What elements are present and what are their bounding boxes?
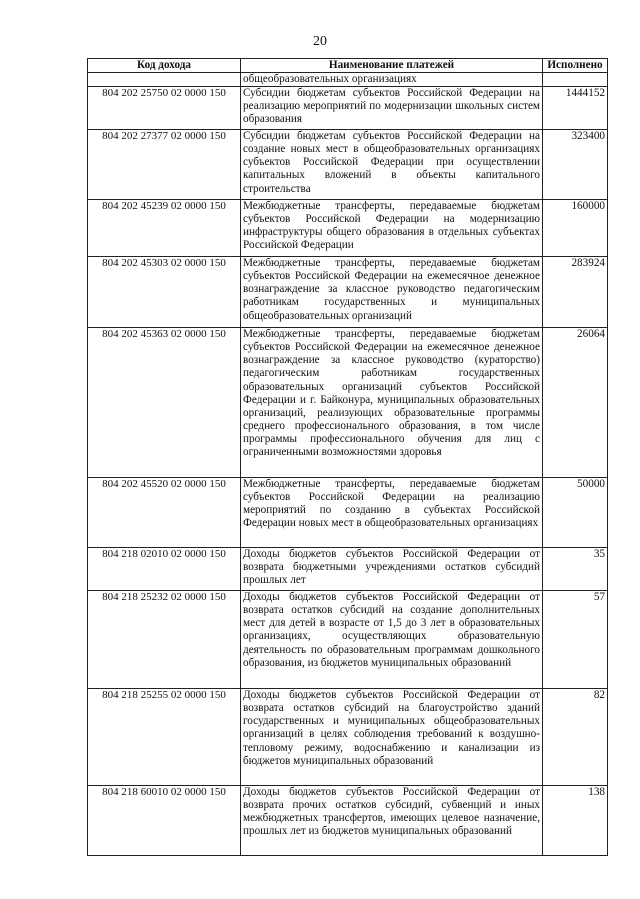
income-code: 804 202 25750 02 0000 150 <box>88 87 241 130</box>
income-code: 804 218 25232 02 0000 150 <box>88 591 241 689</box>
table-row <box>88 478 608 548</box>
table-row <box>88 786 608 856</box>
income-code: 804 202 45303 02 0000 150 <box>88 257 241 328</box>
executed-amount: 1444152 <box>543 87 608 130</box>
payment-name: Доходы бюджетов субъектов Российской Федерации от возврата остатков субсидий на благоустройство зданий государственных и муниципальных общеобразовательных организаций в целях соблюдения требований к воздушно-тепловому режиму, водоснабжению и канализации из бюджетов муниципальных образований <box>241 689 543 786</box>
payment-name: Доходы бюджетов субъектов Российской Федерации от возврата остатков субсидий на создание дополнительных мест для детей в возрасте от 1,5 до 3 лет в образовательных организациях, осуществляющих образовательную деятельность по образовательным программам дошкольного образования, из бюджетов муниципальных образований <box>241 591 543 689</box>
executed-amount: 50000 <box>543 478 608 548</box>
executed-amount <box>543 73 608 87</box>
revenue-table <box>87 58 608 856</box>
payment-name: Субсидии бюджетам субъектов Российской Федерации на реализацию мероприятий по модернизации школьных систем образования <box>241 87 543 130</box>
payment-name: Доходы бюджетов субъектов Российской Федерации от возврата бюджетными учреждениями остатков субсидий прошлых лет <box>241 548 543 591</box>
income-code: 804 218 02010 02 0000 150 <box>88 548 241 591</box>
payment-name: Межбюджетные трансферты, передаваемые бюджетам субъектов Российской Федерации на ежемесячное денежное вознаграждение за классное руководство (кураторство) педагогическим работникам государственных образовательных организаций субъектов Российской Федерации и г. Байконура, муниципальных образовательных организаций, реализующих образовательные программы среднего профессионального образования, в том числе программы профессионального обучения для лиц с ограниченными возможностями здоровья <box>241 328 543 478</box>
table-header-row <box>88 59 608 73</box>
income-code: 804 202 45363 02 0000 150 <box>88 328 241 478</box>
executed-amount: 57 <box>543 591 608 689</box>
executed-amount: 26064 <box>543 328 608 478</box>
header-code: Код дохода <box>88 59 241 73</box>
table-row <box>88 73 608 87</box>
executed-amount: 82 <box>543 689 608 786</box>
payment-name: Межбюджетные трансферты, передаваемые бюджетам субъектов Российской Федерации на ежемесячное денежное вознаграждение за классное руководство педагогическим работникам государственных и муниципальных общеобразовательных организаций <box>241 257 543 328</box>
payment-name: Доходы бюджетов субъектов Российской Федерации от возврата прочих остатков субсидий, субвенций и иных межбюджетных трансфертов, имеющих целевое назначение, прошлых лет из бюджетов муниципальных образований <box>241 786 543 856</box>
income-code <box>88 73 241 87</box>
payment-name: Межбюджетные трансферты, передаваемые бюджетам субъектов Российской Федерации на реализацию мероприятий по созданию в субъектах Российской Федерации новых мест в общеобразовательных организациях <box>241 478 543 548</box>
income-code: 804 218 25255 02 0000 150 <box>88 689 241 786</box>
income-code: 804 202 45239 02 0000 150 <box>88 200 241 257</box>
executed-amount: 323400 <box>543 130 608 200</box>
table-row <box>88 548 608 591</box>
table-row <box>88 689 608 786</box>
table-row <box>88 200 608 257</box>
page-number: 20 <box>313 34 327 49</box>
table-row <box>88 130 608 200</box>
table-row <box>88 591 608 689</box>
income-code: 804 202 27377 02 0000 150 <box>88 130 241 200</box>
income-code: 804 218 60010 02 0000 150 <box>88 786 241 856</box>
executed-amount: 283924 <box>543 257 608 328</box>
table-row <box>88 87 608 130</box>
income-code: 804 202 45520 02 0000 150 <box>88 478 241 548</box>
payment-name: Межбюджетные трансферты, передаваемые бюджетам субъектов Российской Федерации на модернизацию инфраструктуры общего образования в отдельных субъектах Российской Федерации <box>241 200 543 257</box>
table-row <box>88 257 608 328</box>
header-name: Наименование платежей <box>241 59 543 73</box>
table-row <box>88 328 608 478</box>
payment-name: общеобразовательных организациях <box>241 73 543 87</box>
header-amount: Исполнено <box>543 59 608 73</box>
executed-amount: 138 <box>543 786 608 856</box>
payment-name: Субсидии бюджетам субъектов Российской Федерации на создание новых мест в общеобразовательных организациях субъектов Российской Федерации при осуществлении капитальных вложений в объекты капитального строительства <box>241 130 543 200</box>
executed-amount: 160000 <box>543 200 608 257</box>
executed-amount: 35 <box>543 548 608 591</box>
